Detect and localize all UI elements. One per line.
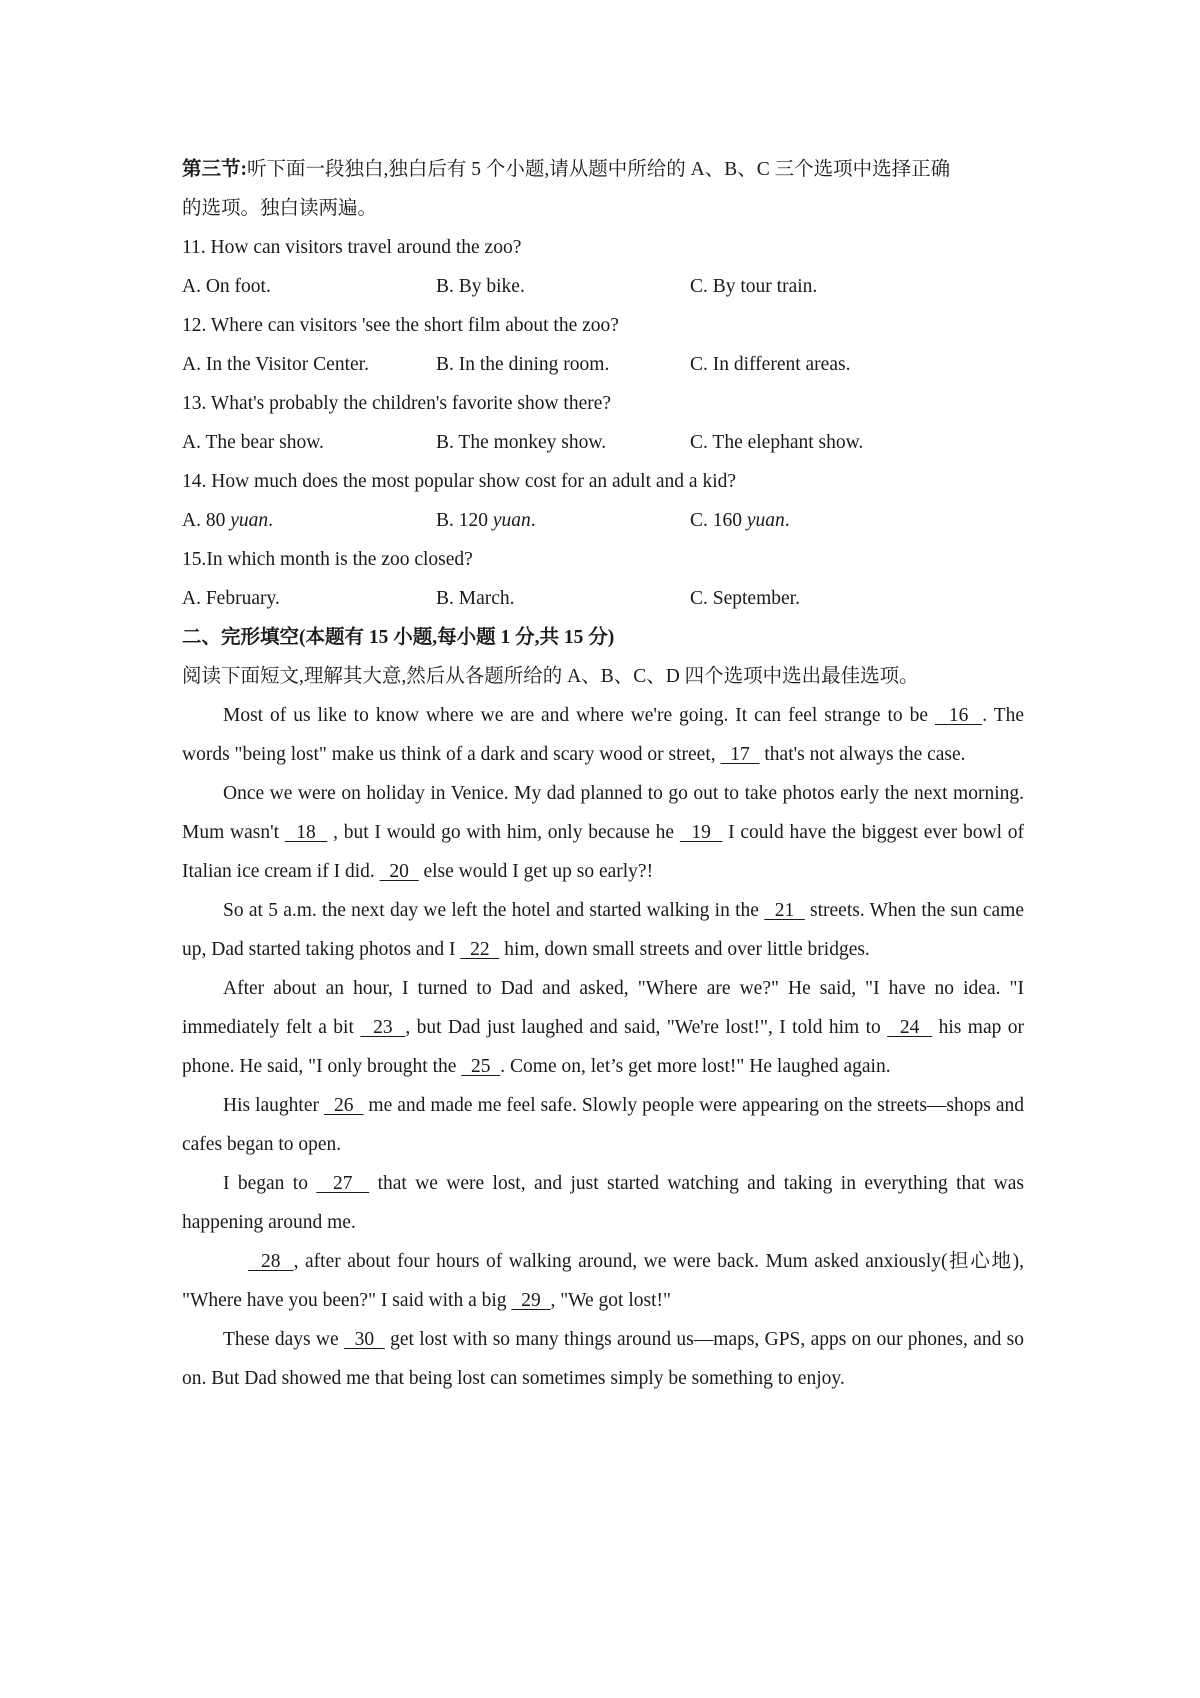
option-c: C. In different areas.	[690, 354, 851, 375]
option-c: C. By tour train.	[690, 276, 818, 297]
passage-text: that we were lost, and just started watching and taking in everything that was happening around me.	[182, 1173, 1024, 1233]
passage-text: , but I would go with him, only because he	[327, 822, 680, 843]
passage-text: streets. When the sun came up, Dad started taking photos and I	[182, 900, 1024, 960]
blank-22: 22	[460, 939, 500, 960]
option-a-amount: A. 80	[182, 510, 231, 531]
passage-text: that's not always the case.	[759, 744, 966, 765]
passage-paragraph-5	[182, 1086, 1024, 1164]
section3-instruction-line1	[182, 150, 1024, 189]
question-14-options	[182, 501, 1024, 540]
passage-text: him, down small streets and over little bridges.	[499, 939, 870, 960]
passage-text: Most of us like to know where we are and where we're going. It can feel strange to be	[223, 705, 935, 726]
currency-unit: yuan	[746, 510, 785, 531]
question-12-stem: 12. Where can visitors 'see the short film about the zoo?	[182, 315, 619, 336]
passage-text: . Come on, let’s get more lost!" He laughed again.	[500, 1056, 891, 1077]
option-period: .	[784, 510, 790, 531]
question-13-stem: 13. What's probably the children's favorite show there?	[182, 393, 612, 414]
section3-instruction: 听下面一段独白,独白后有 5 个小题,请从题中所给的 A、B、C 三个选项中选择正确	[247, 159, 951, 180]
passage-text: So at 5 a.m. the next day we left the hotel and started walking in the	[223, 900, 765, 921]
option-c	[690, 501, 790, 540]
option-c-amount: C. 160	[690, 510, 747, 531]
passage-text: After about an hour, I turned to Dad and asked, "Where are we?" He said, "I have no idea. "I immediately felt a bit	[182, 978, 1024, 1038]
blank-21: 21	[764, 900, 805, 921]
question-14-stem: 14. How much does the most popular show cost for an adult and a kid?	[182, 471, 737, 492]
passage-text: . The words "being lost" make us think of a dark and scary wood or street,	[182, 705, 1024, 765]
passage-text: Once we were on holiday in Venice. My dad planned to go out to take photos early the next morning. Mum wasn't	[182, 783, 1024, 843]
option-b-amount: B. 120	[436, 510, 493, 531]
passage-paragraph-8	[182, 1320, 1024, 1398]
blank-17: 17	[720, 744, 760, 765]
blank-18: 18	[284, 822, 328, 843]
blank-23: 23	[360, 1017, 406, 1038]
passage-text: his map or phone. He said, "I only brought the	[182, 1017, 1024, 1077]
passage-text: I could have the biggest ever bowl of Italian ice cream if I did.	[182, 822, 1025, 882]
option-b: B. The monkey show.	[436, 432, 607, 453]
option-c: C. September.	[690, 588, 800, 609]
passage-text: I began to	[223, 1173, 317, 1194]
question-11-stem: 11. How can visitors travel around the zoo?	[182, 237, 522, 258]
passage-text: me and made me feel safe. Slowly people were appearing on the streets—shops and cafes began to open.	[182, 1095, 1024, 1155]
currency-unit: yuan	[492, 510, 531, 531]
passage-paragraph-2	[182, 774, 1024, 891]
passage-text: , after about four hours of walking around, we were back. Mum asked anxiously(担心地), "Where have you been?" I said with a big	[182, 1251, 1025, 1311]
passage-text: , "We got lost!"	[550, 1290, 671, 1311]
option-period: .	[268, 510, 273, 531]
part2-instruction: 阅读下面短文,理解其大意,然后从各题所给的 A、B、C、D 四个选项中选出最佳选项。	[182, 666, 919, 687]
option-b: B. March.	[436, 588, 515, 609]
passage-text: get lost with so many things around us—maps, GPS, apps on our phones, and so on. But Dad showed me that being lost can sometimes simply be something to enjoy.	[182, 1329, 1025, 1389]
passage-text: These days we	[223, 1329, 344, 1350]
option-b: B. In the dining room.	[436, 354, 610, 375]
option-a: A. On foot.	[182, 276, 271, 297]
question-11-options	[182, 267, 1024, 306]
passage-paragraph-1	[182, 696, 1024, 774]
option-a: A. The bear show.	[182, 432, 324, 453]
option-a: A. February.	[182, 588, 280, 609]
question-12-options	[182, 345, 1024, 384]
section3-instruction-line2: 的选项。独白读两遍。	[182, 198, 378, 219]
blank-25: 25	[461, 1056, 501, 1077]
currency-unit: yuan	[230, 510, 269, 531]
passage-text: else would I get up so early?!	[418, 861, 654, 882]
question-15-stem: 15.In which month is the zoo closed?	[182, 549, 473, 570]
blank-27: 27	[316, 1173, 370, 1194]
blank-30: 30	[344, 1329, 385, 1350]
blank-28: 28	[248, 1251, 294, 1272]
passage-paragraph-4	[182, 969, 1024, 1086]
passage-paragraph-6	[182, 1164, 1024, 1242]
passage-paragraph-7	[182, 1242, 1024, 1320]
blank-26: 26	[323, 1095, 364, 1116]
blank-24: 24	[887, 1017, 933, 1038]
option-b: B. By bike.	[436, 276, 525, 297]
part2-heading: 二、完形填空(本题有 15 小题,每小题 1 分,共 15 分)	[182, 627, 615, 648]
passage-paragraph-3	[182, 891, 1024, 969]
blank-29: 29	[511, 1290, 551, 1311]
passage-text: His laughter	[223, 1095, 324, 1116]
passage-text: , but Dad just laughed and said, "We're lost!", I told him to	[405, 1017, 888, 1038]
blank-19: 19	[679, 822, 723, 843]
option-period: .	[530, 510, 536, 531]
blank-20: 20	[379, 861, 419, 882]
question-13-options	[182, 423, 1024, 462]
option-a	[182, 501, 436, 540]
question-15-options	[182, 579, 1024, 618]
section3-heading: 第三节:	[182, 159, 247, 180]
blank-16: 16	[934, 705, 983, 726]
option-a: A. In the Visitor Center.	[182, 354, 369, 375]
option-b	[436, 501, 690, 540]
option-c: C. The elephant show.	[690, 432, 864, 453]
